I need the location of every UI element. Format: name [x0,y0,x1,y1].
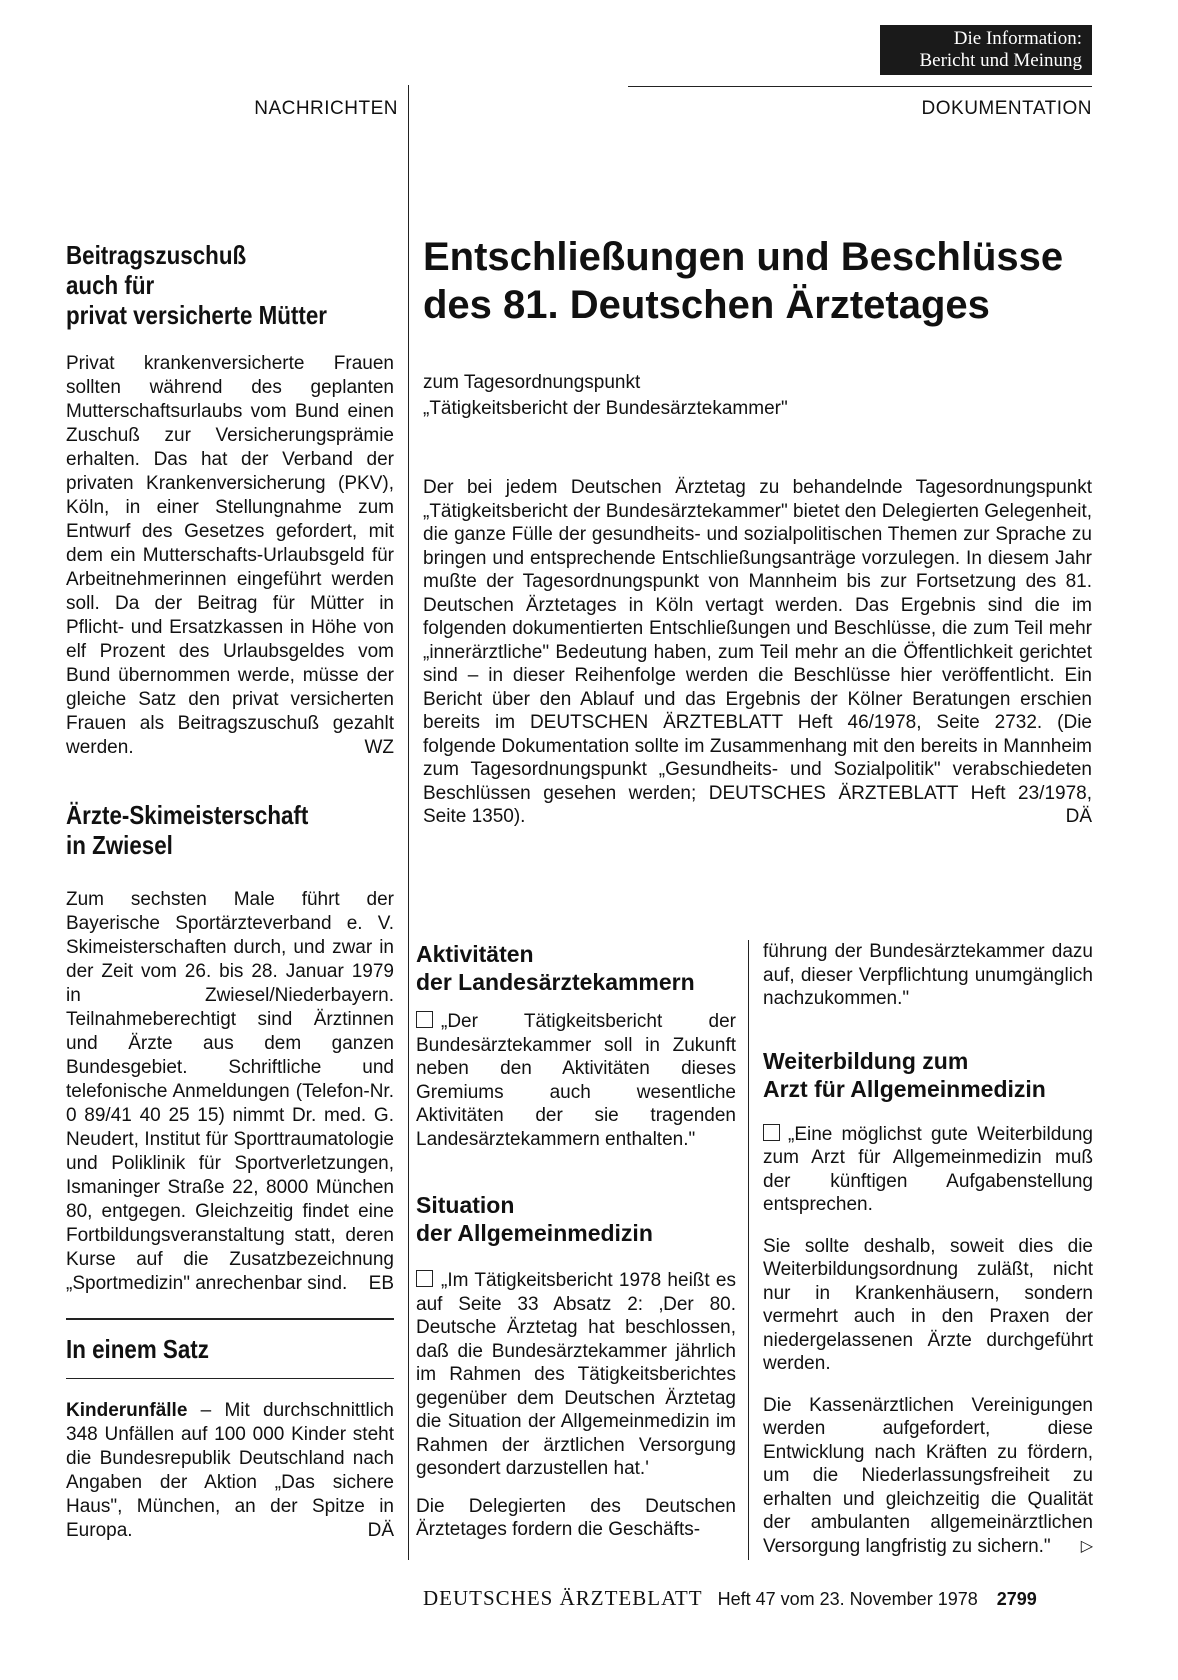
resolution-text: Sie sollte deshalb, soweit dies die Weiterbildungsordnung zuläßt, nicht nur in Krankenhäusern, sondern vermehrt auch in den Praxen der niedergelassenen Ärzte durchgeführt werden. [763,1235,1093,1374]
intro-text: Der bei jedem Deutschen Ärztetag zu behandelnde Tagesordnungspunkt „Tätigkeitsbericht der Bundesärztekammer" bietet den Delegierten Gelegenheit, die ganze Fülle der gesundheits- und sozialpolitischen Themen zur Sprache zu bringen und entsprechende Entschließungsanträge vorzulegen. In diesem Jahr mußte der Tagesordnungspunkt von Mannheim bis zur Fortsetzung des 81. Deutschen Ärztetages in Köln vertagt werden. Das Ergebnis sind die im folgenden dokumentierten Entschließungen und Beschlüsse, die zum Teil mehr „innerärztliche" Bedeutung haben, zum Teil mehr an die Öffentlichkeit gerichtet sind – in dieser Reihenfolge werden die Beschlüsse hier veröffentlicht. Ein Bericht über den Ablauf und das Ergebnis der Kölner Beratungen erschien bereits im DEUTSCHEN ÄRZTEBLATT Heft 46/1978, Seite 2732. (Die folgende Dokumentation sollte im Zusammenhang mit den bereits in Mannheim zum Tagesordnungspunkt „Gesundheits- und Sozialpolitik" verabschiedeten Beschlüssen gesehen werden; DEUTSCHES ÄRZTEBLATT Heft 23/1978, Seite 1350). [423,477,1092,827]
heading-line: Beitragszuschuß [66,240,247,270]
heading-line: in Zwiesel [66,830,173,860]
section-label-dokumentation: DOKUMENTATION [921,98,1092,119]
heading-line: der Allgemeinmedizin [416,1220,653,1246]
article-skimeisterschaft [66,800,394,1296]
heading-line: Arzt für Allgemeinmedizin [763,1075,1046,1102]
section-rule [66,1378,394,1379]
article-heading [66,800,348,860]
resolution-text: Die Delegierten des Deutschen Ärztetages fordern die Geschäfts- [416,1495,736,1540]
body-text: Zum sechsten Male führt der Bayerische Sportärzteverband e. V. Skimeisterschaften durch, und zwar in der Zeit vom 26. bis 28. Januar 1979 in Zwiesel/Niederbayern. Teilnahmeberechtigt sind Ärztinnen und Ärzte aus dem ganzen Bundesgebiet. Schriftliche und telefonische Anmeldungen (Telefon-Nr. 0 89/41 40 25 15) nimmt Dr. med. G. Neudert, Institut für Sporttraumatologie und Poliklinik für Sportverletzungen, Ismaninger Straße 22, 8000 München 80, entgegen. Gleichzeitig findet eine Fortbildungsveranstaltung statt, deren Kurse auf die Zusatzbezeichnung „Sportmedizin" anrechenbar sind. [66,889,394,1294]
resolution-text: führung der Bundesärztekammer dazu auf, dieser Verpflichtung unumgänglich nachzukommen." [763,941,1093,1009]
body-text: „Im Tätigkeitsbericht 1978 heißt es auf Seite 33 Absatz 2: ‚Der 80. Deutsche Ärztetag hat beschlossen, daß die Bundesärztekammer jährlich im Rahmen des Tätigkeitsberichtes gegenüber dem Deutschen Ärztetag die Situation der Allgemeinmedizin im Rahmen der ärztlichen Versorgung gesondert darzustellen hat.' [416,1270,736,1479]
article-body [66,352,394,760]
resolution-text [416,1010,736,1151]
title-line: des 81. Deutschen Ärztetages [423,283,990,327]
author-signature: DÄ [367,1520,394,1541]
page-number: 2799 [996,1589,1037,1609]
checkbox-square-icon [416,1270,433,1287]
body-text: „Eine möglichst gute Weiterbildung zum Arzt für Allgemeinmedizin muß der künftigen Aufgabenstellung entsprechen. [763,1123,1093,1215]
subtitle-line: „Tätigkeitsbericht der Bundesärztekammer" [423,398,788,419]
subtitle [423,370,983,422]
heading-line: privat versicherte Mütter [66,300,327,330]
resolution-column-2 [763,940,1093,1558]
page-footer [423,1586,1093,1611]
article-body [66,888,394,1296]
lead-word: Kinderunfälle [66,1400,188,1421]
body-text: – Mit durchschnittlich 348 Unfällen auf 100 000 Kinder steht die Bundesrepublik Deutschland nach Angaben der Aktion „Das sichere Haus", München, an der Spitze in Europa. [66,1400,394,1541]
heading-line: Ärzte-Skimeisterschaft [66,800,309,830]
body-text: Die Kassenärztlichen Vereinigungen werden aufgefordert, diese Entwicklung nach Kräften zu fördern, um die Niederlassungsfreiheit zu erhalten und gleichzeitig die Qualität der ambulanten allgemeinärztlichen Versorgung langfristig zu sichern." [763,1394,1093,1557]
author-signature: DÄ [1065,806,1092,827]
section-label-nachrichten: NACHRICHTEN [254,98,398,119]
resolution-column-1 [416,940,736,1542]
resolution-heading [416,1191,736,1247]
top-rule [628,86,1092,87]
checkbox-square-icon [416,1011,433,1028]
author-signature: WZ [364,737,394,758]
publication-name: DEUTSCHES ÄRZTEBLATT [423,1586,703,1610]
article-heading [66,240,348,330]
news-column [66,240,394,1543]
heading-line: Situation [416,1192,515,1218]
article-in-einem-satz [66,1318,394,1543]
resolution-text [416,1269,736,1481]
resolution-heading [763,1047,1093,1103]
column-divider-bottom [748,940,749,1560]
resolution-text [763,1394,1093,1559]
continue-arrow-icon: ▷ [1080,1537,1093,1555]
heading-line: Aktivitäten [416,941,534,967]
checkbox-square-icon [763,1124,780,1141]
body-text: Privat krankenversicherte Frauen sollten während des geplanten Mutterschaftsurlaubs vom Bund einen Zuschuß zur Versicherungsprämie erhalten. Das hat der Verband der privaten Krankenversicherung (PKV), Köln, in einer Stellungnahme zum Entwurf des Gesetzes gefordert, mit dem ein Mutterschafts-Urlaubsgeld für Arbeitnehmerinnen eingeführt werden soll. Da der Beitrag für Mütter in Pflicht- und Ersatzkassen in Höhe von elf Prozent des Urlaubsgeldes vom Bund übernommen werde, müsse der gleiche Satz den privat versicherten Frauen als Beitragszuschuß gezahlt werden. [66,353,394,758]
heading-line: auch für [66,270,155,300]
intro-paragraph [423,476,1092,829]
article-heading: In einem Satz [66,1334,209,1364]
resolution-heading [416,940,736,996]
body-text: „Der Tätigkeitsbericht der Bundesärztekammer soll in Zukunft neben den Aktivitäten dieses Gremiums auch wesentliche Aktivitäten der sie tragenden Landesärztekammern enthalten." [416,1011,736,1150]
heading-line: der Landesärztekammern [416,969,695,995]
title-line: Entschließungen und Beschlüsse [423,235,1064,279]
section-rule [66,1318,394,1320]
article-body [66,1399,394,1543]
heading-line: Weiterbildung zum [763,1047,969,1074]
article-beitragszuschuss [66,240,394,760]
issue-info: Heft 47 vom 23. November 1978 [717,1589,978,1609]
author-signature: EB [368,1273,394,1294]
badge-line-1: Die Information: [953,28,1082,49]
subtitle-line: zum Tagesordnungspunkt [423,372,641,393]
section-badge [880,25,1092,75]
main-title [423,233,1103,329]
badge-line-2: Bericht und Meinung [919,50,1082,71]
column-divider [408,85,409,1560]
resolution-text [763,1123,1093,1217]
